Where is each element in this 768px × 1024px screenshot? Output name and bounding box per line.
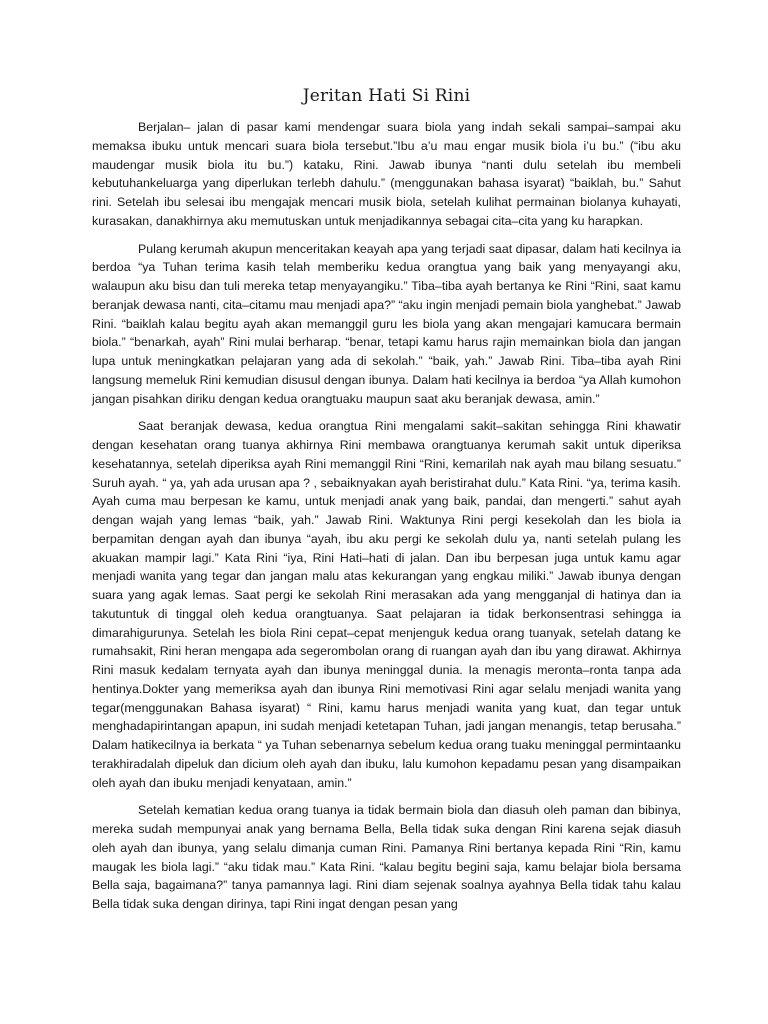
paragraph: Pulang kerumah akupun menceritakan keayah apa yang terjadi saat dipasar, dalam hati kecilnya ia berdoa “ya Tuhan terima kasih telah memberiku kedua orangtua yang baik yang menyayangi aku, walaupun aku bisu dan tuli mereka tetap menyayangiku.” Tiba–tiba ayah bertanya ke Rini “Rini, saat kamu beranjak dewasa nanti, cita–citamu mau menjadi apa?” “aku ingin menjadi pemain biola yanghebat.” Jawab Rini. “baiklah kalau begitu ayah akan memanggil guru les biola yang akan mengajari kamucara bermain biola.” “benarkah, ayah” Rini mulai berharap. “benar, tetapi kamu harus rajin memainkan biola dan jangan lupa untuk meningkatkan pelajaran yang ada di sekolah.” “baik, yah.” Jawab Rini. Tiba–tiba ayah Rini langsung memeluk Rini kemudian disusul dengan ibunya. Dalam hati kecilnya ia berdoa “ya Allah kumohon jangan pisahkan diriku dengan kedua orangtuaku maupun saat aku beranjak dewasa, amin.”	[92, 241, 681, 406]
paragraph: Setelah kematian kedua orang tuanya ia tidak bermain biola dan diasuh oleh paman dan bibinya, mereka sudah mempunyai anak yang bernama Bella, Bella tidak suka dengan Rini karena sejak diasuh oleh ayah dan ibunya, yang selalu dimanja cuman Rini. Pamanya Rini bertanya kepada Rini “Rin, kamu maugak les biola lagi.” “aku tidak mau.” Kata Rini. “kalau begitu begini saja, kamu belajar biola bersama Bella saja, bagaimana?” tanya pamannya lagi. Rini diam sejenak soalnya ayahnya Bella tidak tahu kalau Bella tidak suka dengan dirinya, tapi Rini ingat dengan pesan yang	[92, 803, 681, 911]
document-title: Jeritan Hati Si Rini	[302, 86, 471, 106]
paragraph: Berjalan– jalan di pasar kami mendengar suara biola yang indah sekali sampai–sampai aku memaksa ibuku untuk mencari suara biola tersebut.”Ibu a’u mau engar musik biola i’u bu.” (“ibu aku maudengar musik biola itu bu.”) kataku, Rini. Jawab ibunya “nanti dulu setelah ibu membeli kebutuhankeluarga yang diperlukan terlebh dahulu.” (menggunakan bahasa isyarat) “baiklah, bu.” Sahut rini. Setelah ibu selesai ibu mengajak mencari musik biola, setelah kulihat permainan biolanya kuhayati, kurasakan, danakhirnya aku memutuskan untuk menjadikannya sebagai cita–cita yang ku harapkan.	[92, 120, 681, 228]
document-body	[92, 118, 681, 914]
paragraph: Saat beranjak dewasa, kedua orangtua Rini mengalami sakit–sakitan sehingga Rini khawatir dengan kesehatan orang tuanya akhirnya Rini membawa orangtuanya kerumah sakit untuk diperiksa kesehatannya, setelah diperiksa ayah Rini memanggil Rini “Rini, kemarilah nak ayah mau bilang sesuatu.” Suruh ayah. “ ya, yah ada urusan apa ? , sebaiknyakan ayah beristirahat dulu.” Kata Rini. “ya, terima kasih. Ayah cuma mau berpesan ke kamu, untuk menjadi anak yang baik, pandai, dan mengerti.” sahut ayah dengan wajah yang lemas “baik, yah.” Jawab Rini. Waktunya Rini pergi kesekolah dan les biola ia berpamitan dengan ayah dan ibunya “ayah, ibu aku pergi ke sekolah dulu ya, nanti setelah pulang les akuakan mampir lagi.” Kata Rini “iya, Rini Hati–hati di jalan. Dan ibu berpesan juga untuk kamu agar menjadi wanita yang tegar dan jangan malu atas kekurangan yang engkau miliki.” Jawab ibunya dengan suara yang agak lemas. Saat pergi ke sekolah Rini merasakan ada yang mengganjal di hatinya dan ia takutuntuk di tinggal oleh kedua orangtuanya. Saat pelajaran ia tidak berkonsentrasi sehingga ia dimarahigurunya. Setelah les biola Rini cepat–cepat menjenguk kedua orang tuanyak, setelah datang ke rumahsakit, Rini heran mengapa ada segerombolan orang di ruangan ayah dan ibu yang dirawat. Akhirnya Rini masuk kedalam ternyata ayah dan ibunya meninggal dunia. Ia menagis meronta–ronta tanpa ada hentinya.Dokter yang memeriksa ayah dan ibunya Rini memotivasi Rini agar selalu menjadi wanita yang tegar(menggunakan Bahasa isyarat) “ Rini, kamu harus menjadi wanita yang kuat, dan tegar untuk menghadapirintangan apapun, ini sudah menjadi ketetapan Tuhan, jadi jangan menangis, tetap berusaha.” Dalam hatikecilnya ia berkata “ ya Tuhan sebenarnya sebelum kedua orang tuaku meninggal permintaanku terakhiradalah dipeluk dan dicium oleh ayah dan ibuku, lalu kumohon kepadamu pesan yang disampaikan oleh ayah dan ibuku menjadi kenyataan, amin.”	[92, 419, 681, 790]
